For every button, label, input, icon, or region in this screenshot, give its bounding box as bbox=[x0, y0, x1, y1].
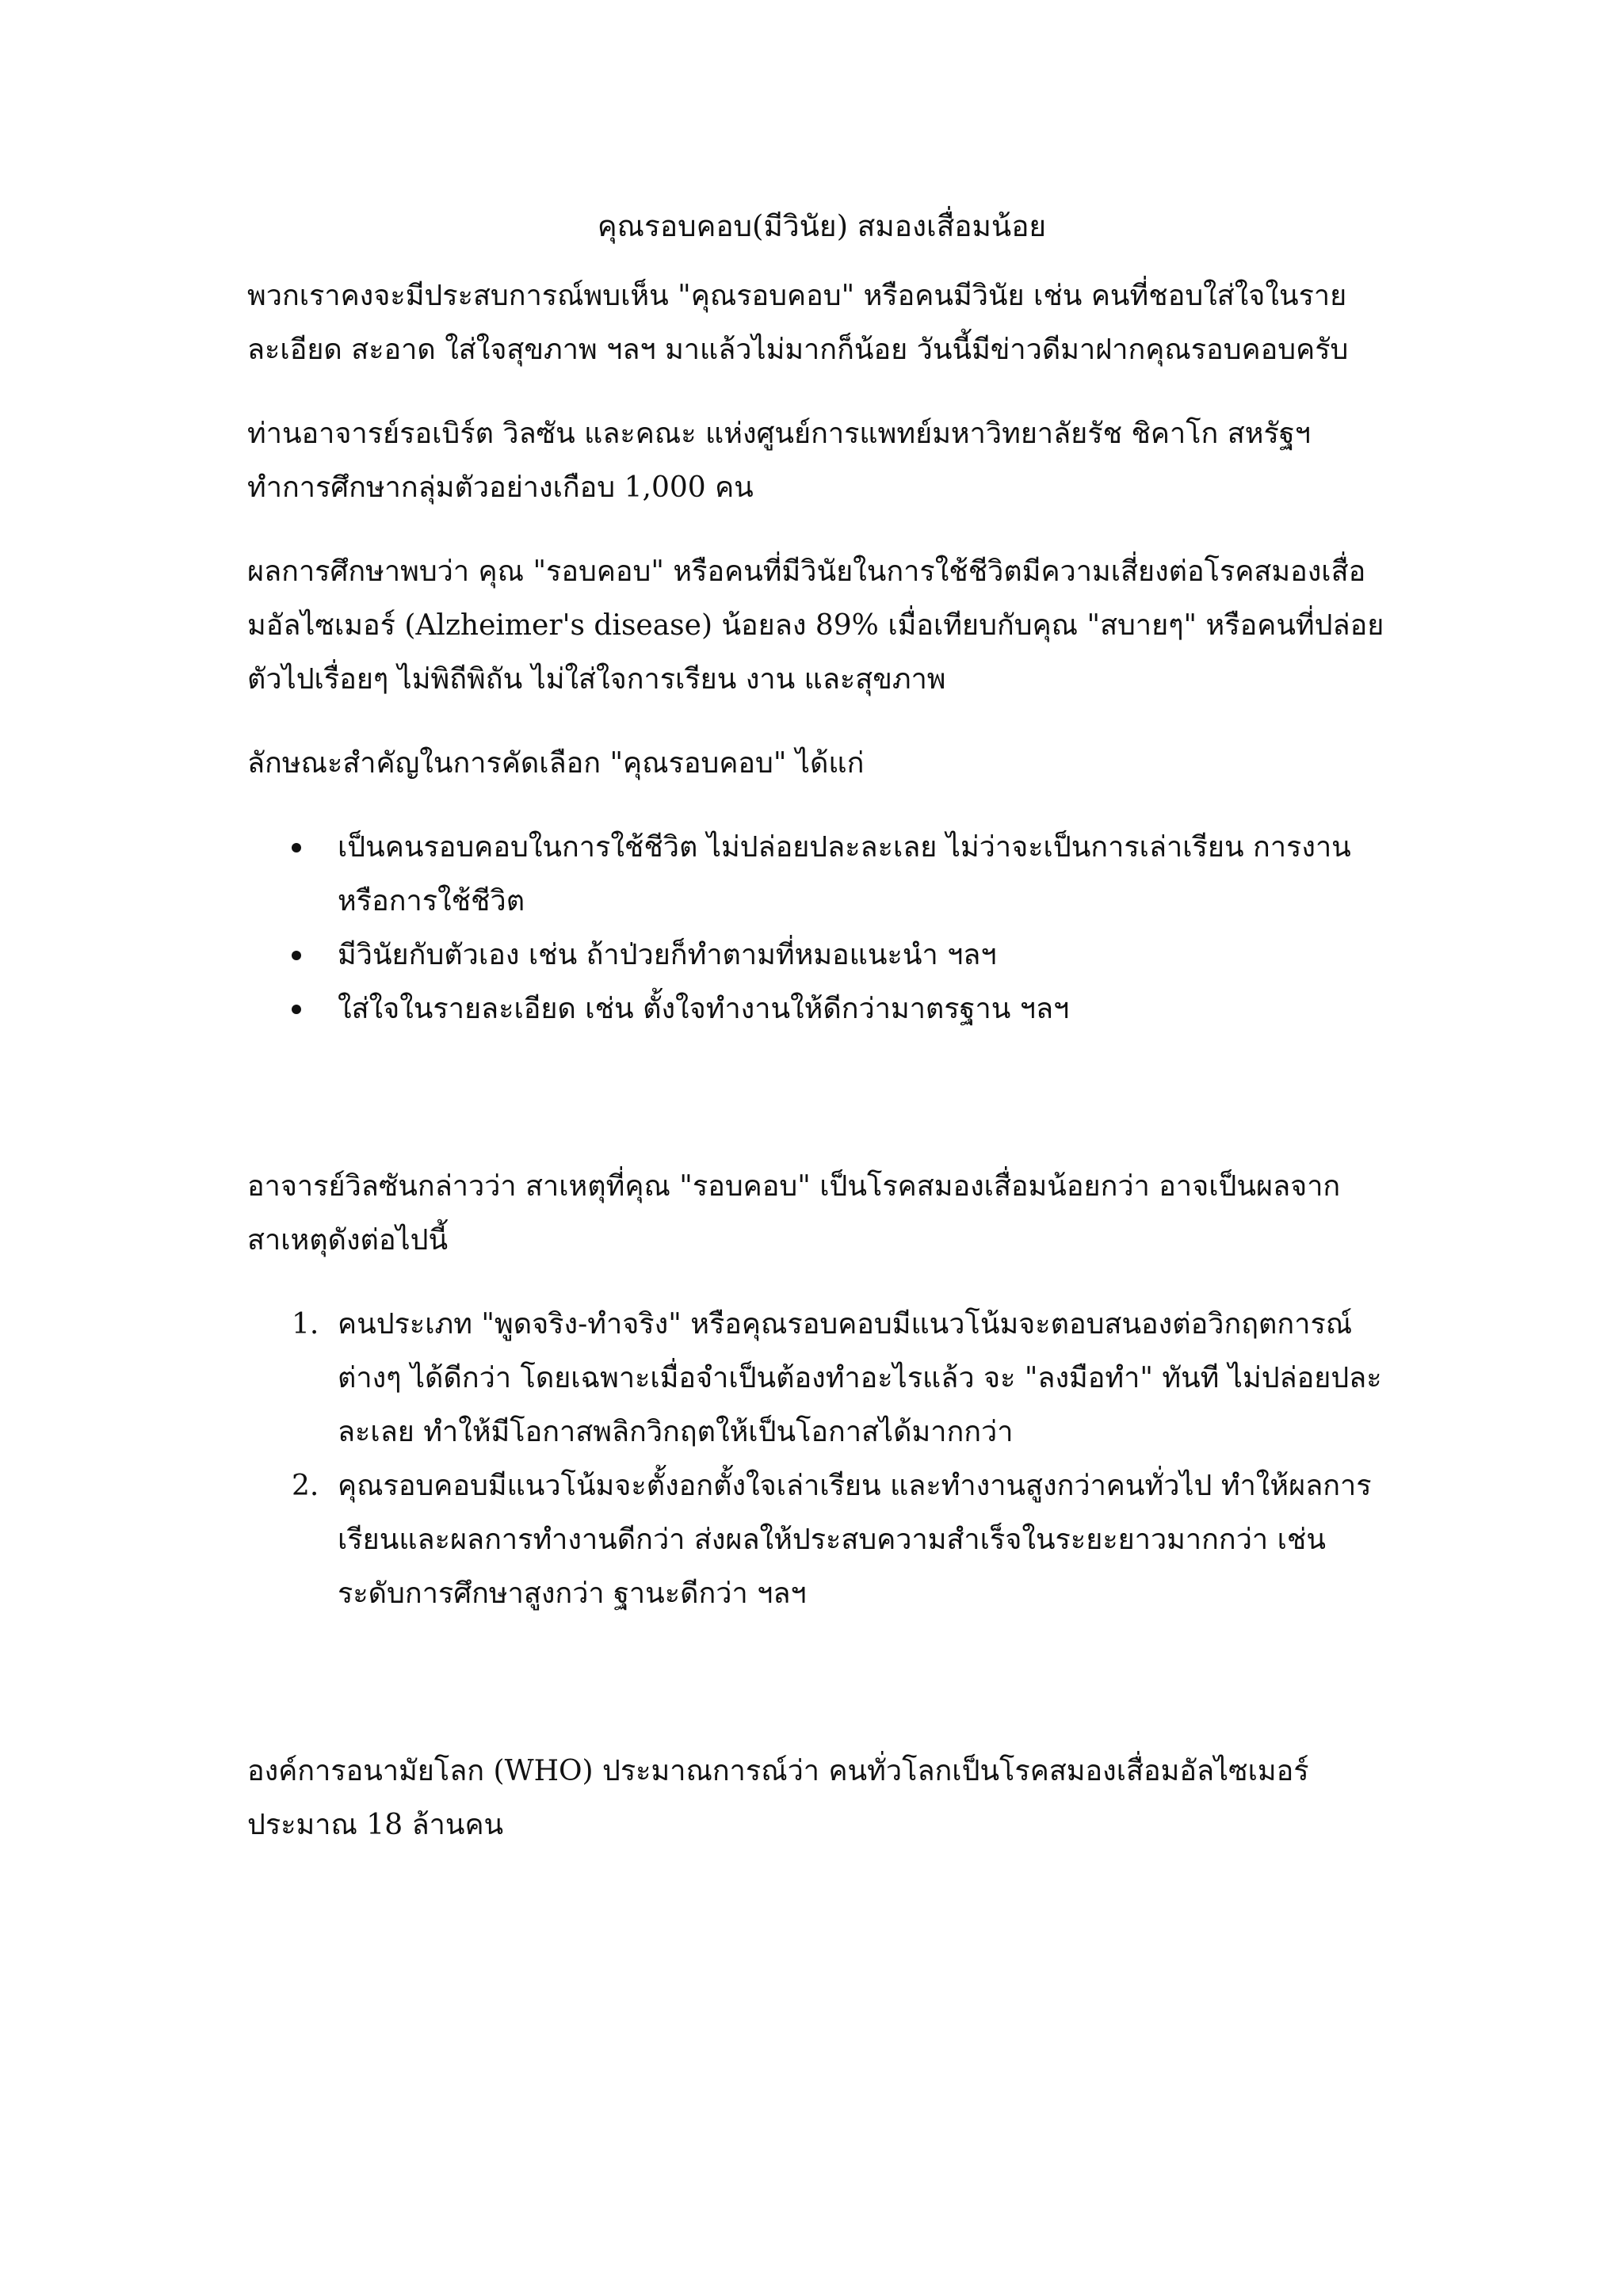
result-paragraph: ผลการศึกษาพบว่า คุณ "รอบคอบ" หรือคนที่มีวินัยในการใช้ชีวิตมีความเสี่ยงต่อโรคสมองเสื่อมอัลไซเมอร์ (Alzheimer's disease) น้อยลง 89% เมื่อเทียบกับคุณ "สบายๆ" หรือคนที่ปล่อยตัวไปเรื่อยๆ ไม่พิถีพิถัน ไม่ใส่ใจการเรียน งาน และสุขภาพ bbox=[247, 555, 1384, 696]
criteria-bullet-list bbox=[247, 821, 1396, 1036]
document-title: คุณรอบคอบ(มีวินัย) สมองเสื่อมน้อย bbox=[597, 209, 1047, 243]
bullet-text: เป็นคนรอบคอบในการใช้ชีวิต ไม่ปล่อยปละละเลย ไม่ว่าจะเป็นการเล่าเรียน การงาน หรือการใช้ชีวิต bbox=[338, 831, 1351, 917]
spacer bbox=[247, 1036, 1396, 1160]
document-body bbox=[247, 204, 1396, 1882]
numbered-text: คนประเภท "พูดจริง-ทำจริง" หรือคุณรอบคอบมีแนวโน้มจะตอบสนองต่อวิกฤตการณ์ต่างๆ ได้ดีกว่า โดยเฉพาะเมื่อจำเป็นต้องทำอะไรแล้ว จะ "ลงมือทำ" ทันที ไม่ปล่อยปละละเลย ทำให้มีโอกาสพลิกวิกฤตให้เป็นโอกาสได้มากกว่า bbox=[338, 1308, 1382, 1448]
numbered-item bbox=[247, 1298, 1396, 1459]
cause-numbered-list bbox=[247, 1298, 1396, 1621]
spacer bbox=[247, 1621, 1396, 1745]
list-number: 1. bbox=[292, 1308, 319, 1341]
bullet-item bbox=[247, 982, 1396, 1036]
bullet-dot-icon bbox=[292, 843, 301, 852]
bullet-text: ใส่ใจในรายละเอียด เช่น ตั้งใจทำงานให้ดีกว่ามาตรฐาน ฯลฯ bbox=[338, 993, 1070, 1025]
numbered-text: คุณรอบคอบมีแนวโน้มจะตั้งอกตั้งใจเล่าเรียน และทำงานสูงกว่าคนทั่วไป ทำให้ผลการเรียนและผลการทำงานดีกว่า ส่งผลให้ประสบความสำเร็จในระยะยาวมากกว่า เช่น ระดับการศึกษาสูงกว่า ฐานะดีกว่า ฯลฯ bbox=[338, 1470, 1372, 1610]
intro-paragraph: พวกเราคงจะมีประสบการณ์พบเห็น "คุณรอบคอบ" หรือคนมีวินัย เช่น คนที่ชอบใส่ใจในรายละเอียด สะอาด ใส่ใจสุขภาพ ฯลฯ มาแล้วไม่มากก็น้อย วันนี้มีข่าวดีมาฝากคุณรอบคอบครับ bbox=[247, 280, 1349, 366]
criteria-paragraph: ลักษณะสำคัญในการคัดเลือก "คุณรอบคอบ" ได้แก่ bbox=[247, 747, 865, 780]
bullet-item bbox=[247, 821, 1396, 929]
bullet-dot-icon bbox=[292, 951, 301, 960]
bullet-dot-icon bbox=[292, 1005, 301, 1014]
cause-paragraph: อาจารย์วิลซันกล่าวว่า สาเหตุที่คุณ "รอบคอบ" เป็นโรคสมองเสื่อมน้อยกว่า อาจเป็นผลจากสาเหตุดังต่อไปนี้ bbox=[247, 1170, 1341, 1257]
bullet-text: มีวินัยกับตัวเอง เช่น ถ้าป่วยก็ทำตามที่หมอแนะนำ ฯลฯ bbox=[338, 939, 997, 971]
closing-paragraph: องค์การอนามัยโลก (WHO) ประมาณการณ์ว่า คนทั่วโลกเป็นโรคสมองเสื่อมอัลไซเมอร์ประมาณ 18 ล้านคน bbox=[247, 1755, 1309, 1841]
study-paragraph: ท่านอาจารย์รอเบิร์ต วิลซัน และคณะ แห่งศูนย์การแพทย์มหาวิทยาลัยรัช ชิคาโก สหรัฐฯ ทำการศึกษากลุ่มตัวอย่างเกือบ 1,000 คน bbox=[247, 418, 1311, 504]
list-number: 2. bbox=[292, 1470, 319, 1502]
bullet-item bbox=[247, 929, 1396, 982]
numbered-item bbox=[247, 1459, 1396, 1621]
